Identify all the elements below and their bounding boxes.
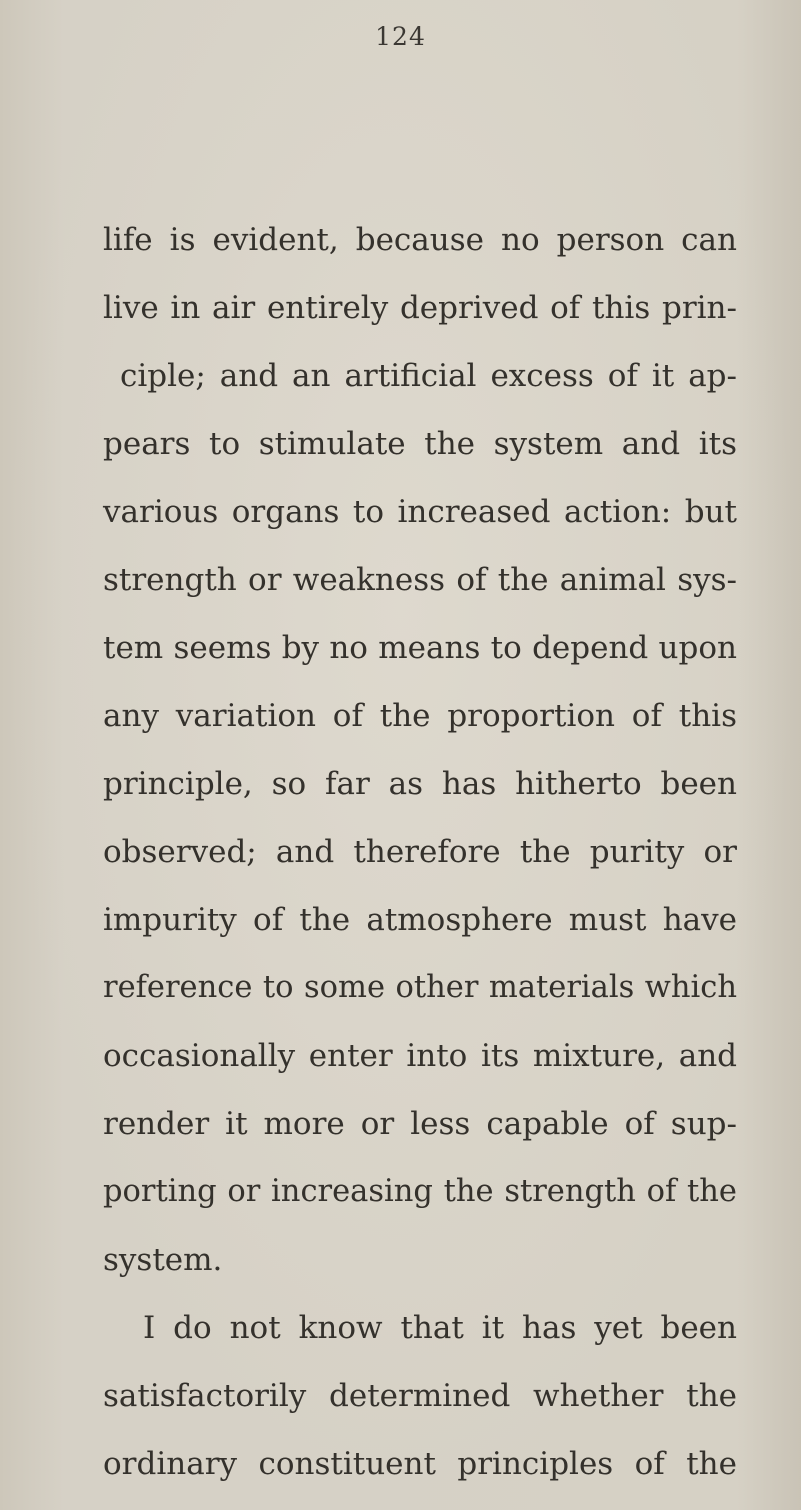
text-line: render it more or less capable of sup- bbox=[103, 1106, 737, 1142]
text-line: ciple; and an artificial excess of it ap- bbox=[120, 358, 737, 394]
text-line: any variation of the proportion of this bbox=[103, 698, 737, 734]
text-line: system. bbox=[103, 1242, 223, 1278]
text-line: porting or increasing the strength of the bbox=[103, 1174, 737, 1209]
text-line: impurity of the atmosphere must have bbox=[103, 902, 737, 938]
text-line: strength or weakness of the animal sys- bbox=[103, 562, 737, 598]
text-line: pears to stimulate the system and its bbox=[103, 426, 737, 462]
text-line: satisfactorily determined whether the bbox=[103, 1378, 737, 1414]
text-line: ordinary constituent principles of the bbox=[103, 1446, 737, 1482]
text-line: I do not know that it has yet been bbox=[143, 1310, 737, 1346]
text-line: live in air entirely deprived of this prin- bbox=[103, 290, 737, 326]
page-number: 124 bbox=[375, 22, 426, 51]
text-line: reference to some other materials which bbox=[103, 970, 737, 1005]
text-line: principle, so far as has hitherto been bbox=[103, 766, 737, 802]
text-line: various organs to increased action: but bbox=[103, 494, 737, 530]
text-line: life is evident, because no person can bbox=[103, 222, 737, 258]
text-line: observed; and therefore the purity or bbox=[103, 834, 737, 870]
text-line: occasionally enter into its mixture, and bbox=[103, 1038, 737, 1074]
text-line: tem seems by no means to depend upon bbox=[103, 630, 737, 666]
